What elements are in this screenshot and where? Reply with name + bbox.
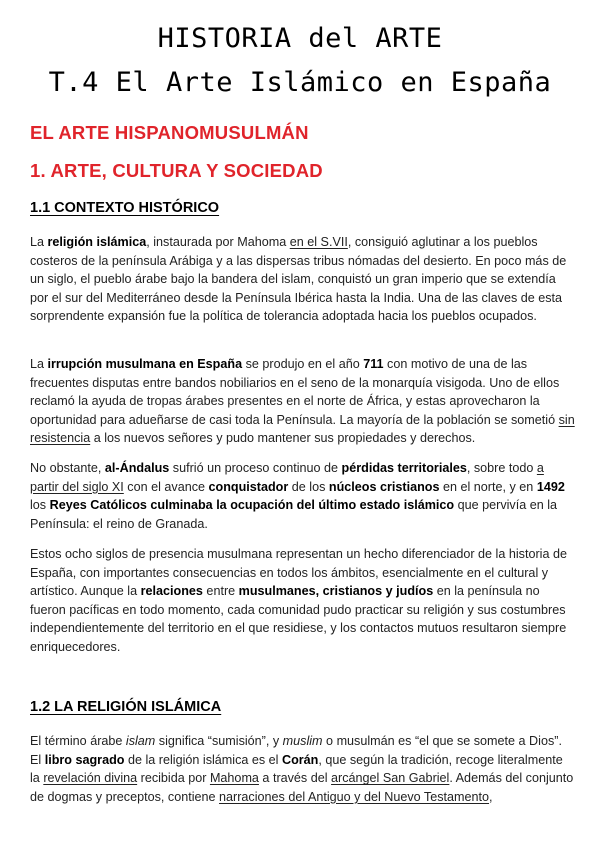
text-run: El término árabe: [30, 734, 126, 748]
text-run: La: [30, 235, 48, 249]
bold-text: Corán: [281, 752, 319, 767]
text-run: recibida por: [137, 771, 210, 786]
subsection-heading-religion: 1.2 LA RELIGIÓN ISLÁMICA: [30, 699, 222, 715]
bold-text: religión islámica: [47, 235, 147, 249]
page-subtitle: T.4 El Arte Islámico en España: [48, 67, 552, 98]
underlined-text: narraciones del Antiguo y del Nuevo Testamento: [219, 789, 490, 804]
subsection-heading-context: 1.1 CONTEXTO HISTÓRICO: [30, 200, 220, 216]
page-title: HISTORIA del ARTE: [157, 23, 443, 54]
text-run: de la religión islámica es el: [124, 752, 282, 767]
text-run: de los: [288, 479, 329, 494]
bold-text: núcleos cristianos: [328, 479, 440, 494]
underlined-text: revelación divina: [43, 771, 138, 786]
text-run: No obstante,: [30, 461, 105, 475]
text-run: ,: [489, 789, 493, 804]
bold-text: pérdidas territoriales: [341, 461, 467, 475]
bold-text: relaciones: [140, 584, 203, 599]
bold-text: al-Ándalus: [104, 461, 170, 475]
text-run: con el avance: [123, 479, 209, 494]
section-heading: 1. ARTE, CULTURA Y SOCIEDAD: [30, 160, 323, 181]
underlined-text: arcángel San Gabriel: [331, 771, 450, 786]
italic-text: islam: [125, 734, 156, 748]
text-run: , sobre todo: [466, 461, 537, 475]
main-heading: EL ARTE HISPANOMUSULMÁN: [30, 122, 309, 143]
underlined-text: a partir del siglo XI: [30, 461, 544, 494]
paragraph: [30, 732, 575, 806]
text-run: a través del: [258, 771, 332, 786]
bold-text: Reyes Católicos culminaba la ocupación del último estado islámico: [49, 498, 455, 513]
underlined-text: en el S.VII: [289, 235, 348, 249]
bold-text: musulmanes, cristianos y judíos: [238, 584, 434, 599]
text-run: , que según la tradición, recoge literalmente la: [30, 752, 563, 786]
text-run: se produjo en el año: [242, 357, 364, 371]
underlined-text: Mahoma: [209, 771, 259, 786]
text-run: que pervivía en la Península: el reino de Granada.: [30, 498, 558, 531]
bold-text: 711: [363, 357, 384, 371]
bold-text: conquistador: [208, 479, 289, 494]
paragraph: [30, 355, 575, 448]
paragraph: [30, 459, 575, 533]
text-run: significa “sumisión”, y: [155, 734, 283, 748]
text-run: sufrió un proceso continuo de: [169, 461, 342, 475]
italic-text: muslim: [282, 734, 323, 748]
text-run: Estos ocho siglos de presencia musulmana representan un hecho diferenciador de la historia de España, con importantes consecuencias en todos los ámbitos, esencialmente en el cultural y artístico. Aunque la: [30, 547, 567, 599]
text-run: a los nuevos señores y pudo mantener sus propiedades y derechos.: [90, 431, 476, 446]
text-run: o musulmán es “el que se somete a Dios”. El: [30, 734, 562, 767]
text-run: , instaurada por Mahoma: [146, 235, 290, 249]
text-run: en la península no fueron pacíficas en todo momento, cada comunidad pudo practicar su religión y sus costumbres independientemente del territorio en el que residiese, y los contactos mutuos resultaron siempre enriquecedores.: [30, 584, 567, 654]
bold-text: 1492: [536, 479, 565, 494]
paragraph: [30, 545, 575, 657]
text-run: . Además del conjunto de dogmas y preceptos, contiene: [30, 771, 574, 804]
text-run: La: [30, 357, 48, 371]
text-run: los: [30, 498, 50, 513]
text-run: entre: [202, 584, 239, 599]
text-run: , consiguió aglutinar a los pueblos costeros de la península Arábiga y a las dispersas tribus nómadas del desierto. En poco más de un siglo, el pueblo árabe bajo la bandera del islam, conquistó un gran imperio que se extendía por el sur del Mediterráneo desde la Península Ibérica hasta la India. Una de las claves de esta sorprendente expansión fue la política de tolerancia adoptada hacia los pueblos ocupados.: [30, 235, 567, 324]
bold-text: irrupción musulmana en España: [47, 357, 243, 371]
underlined-text: sin resistencia: [30, 412, 575, 446]
bold-text: libro sagrado: [44, 752, 125, 767]
paragraph: [30, 233, 575, 326]
text-run: en el norte, y en: [439, 479, 537, 494]
text-run: con motivo de una de las frecuentes disputas entre bandos nobiliarios en el seno de la monarquía visigoda. Uno de ellos reclamó la ayuda de tropas árabes presentes en el norte de África, y estas aprovecharon la oportunidad para adueñarse de casi toda la Península. La mayoría de la población se sometió: [30, 357, 560, 427]
